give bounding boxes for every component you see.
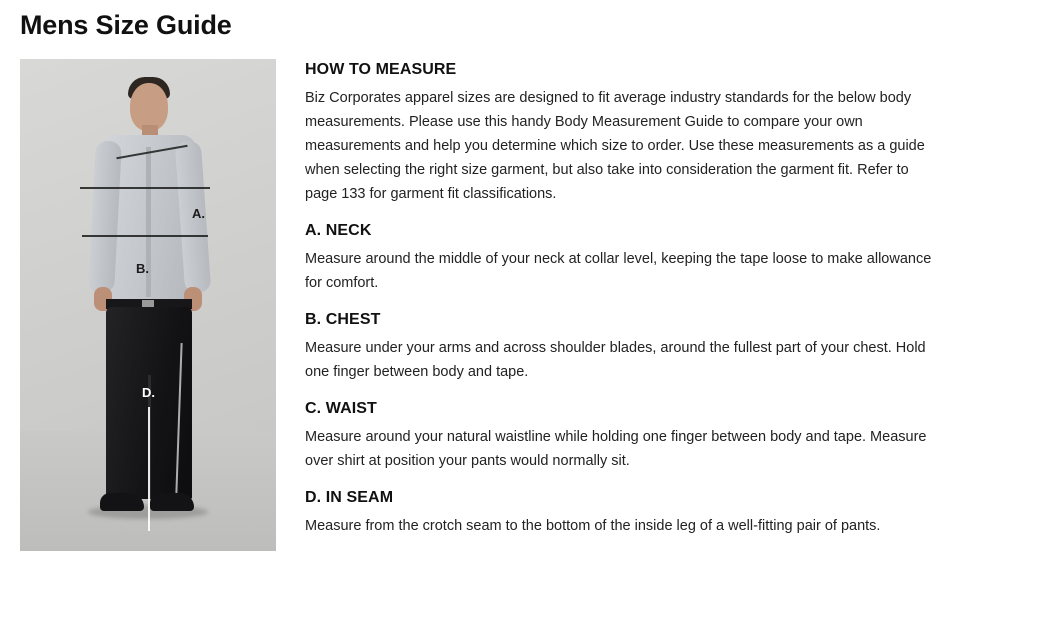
head-shape [130,83,168,131]
section-body-waist: Measure around your natural waistline while holding one finger between body and tape. Measure over shirt at position your pants would normally sit. [305,429,927,469]
section-heading-chest: B. CHEST [305,311,381,328]
measurement-diagram-image [20,59,276,551]
marker-c-waist: C. [138,309,151,324]
section-heading-inseam: D. IN SEAM [305,489,394,506]
instructions-column [276,59,1038,538]
measure-line-b [80,187,210,189]
measure-line-c [82,235,208,237]
section-body-neck: Measure around the middle of your neck at collar level, keeping the tape loose to make allowance for comfort. [305,251,932,291]
marker-d-inseam: D. [142,385,155,400]
page-title: Mens Size Guide [20,10,232,40]
shoe-right-shape [150,493,194,511]
section-heading-how-to-measure: HOW TO MEASURE [305,61,457,78]
content-area [0,41,1038,551]
section-body-inseam: Measure from the crotch seam to the bottom of the inside leg of a well-fitting pair of pants. [305,518,881,534]
section-body-chest: Measure under your arms and across shoulder blades, around the fullest part of your chest. Hold one finger between body and tape. [305,340,926,380]
shoe-left-shape [100,493,144,511]
marker-b-chest: B. [136,261,149,276]
section-body-how-to-measure: Biz Corporates apparel sizes are designed to fit average industry standards for the below body measurements. Please use this handy Body Measurement Guide to compare your own measurements and help you determine which size to order. Use these measurements as a guide when selecting the right size garment, but also take into consideration the garment fit. Refer to page 133 for garment fit classifications. [305,90,925,202]
section-heading-neck: A. NECK [305,222,372,239]
section-heading-waist: C. WAIST [305,400,377,417]
measure-line-d [148,407,150,531]
marker-a-neck: A. [192,206,205,221]
